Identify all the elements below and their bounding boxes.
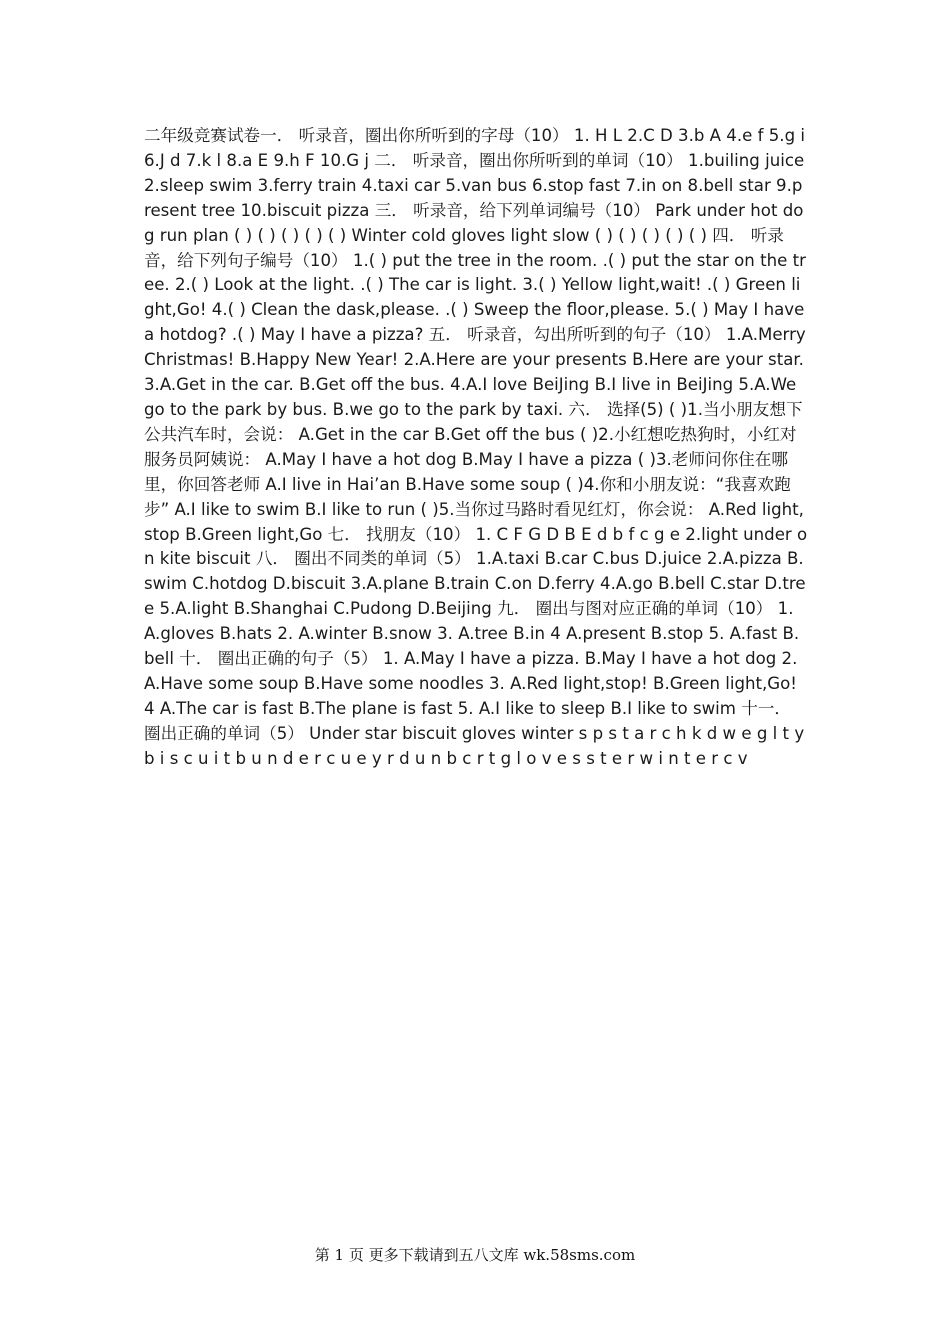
exam-body-text: 二年级竞赛试卷一． 听录音，圈出你所听到的字母（10） 1. H L 2.C D 3.b A 4.e f 5.g i 6.J d 7.k l 8.a E 9.h F 10.G j 二． 听录音，圈出你所听到的单词（10） 1.builing juice 2.sleep swim 3.ferry train 4.taxi car 5.van bus 6.stop fast 7.in on 8.bell star 9.present tree 10.biscuit pizza 三． 听录音，给下列单词编号（10） Park under hot dog run plan ( ) ( ) ( ) ( ) ( ) Winter cold gloves light slow ( ) ( ) ( ) ( ) ( ) 四． 听录音，给下列句子编号（10） 1.( ) put the tree in the room. .( ) put the star on the tree. 2.( ) Look at the light. .( ) The car is light. 3.( ) Yellow light,wait! .( ) Green light,Go! 4.( ) Clean the dask,please. .( ) Sweep the floor,please. 5.( ) May I have a hotdog? .( ) May I have a pizza? 五． 听录音，勾出所听到的句子（10） 1.A.Merry Christmas! B.Happy New Year! 2.A.Here are your presents B.Here are your star. 3.A.Get in the car. B.Get off the bus. 4.A.I love BeiJing B.I live in BeiJing 5.A.We go to the park by bus. B.we go to the park by taxi. 六． 选择(5) ( )1.当小朋友想下公共汽车时，会说： A.Get in the car B.Get off the bus ( )2.小红想吃热狗时，小红对服务员阿姨说： A.May I have a hot dog B.May I have a pizza ( )3.老师问你住在哪里，你回答老师 A.I live in Hai’an B.Have some soup ( )4.你和小朋友说：“我喜欢跑步” A.I like to swim B.I like to run ( )5.当你过马路时看见红灯，你会说： A.Red light,stop B.Green light,Go 七． 找朋友（10） 1. C F G D B E d b f c g e 2.light under on kite biscuit 八． 圈出不同类的单词（5） 1.A.taxi B.car C.bus D.juice 2.A.pizza B.swim C.hotdog D.biscuit 3.A.plane B.train C.on D.ferry 4.A.go B.bell C.star D.tree 5.A.light B.Shanghai C.Pudong D.Beijing 九． 圈出与图对应正确的单词（10） 1. A.gloves B.hats 2. A.winter B.snow 3. A.tree B.in 4 A.present B.stop 5. A.fast B.bell 十． 圈出正确的句子（5） 1. A.May I have a pizza. B.May I have a hot dog 2. A.Have some soup B.Have some noodles 3. A.Red light,stop! B.Green light,Go! 4 A.The car is fast B.The plane is fast 5. A.I like to sleep B.I like to swim 十一． 圈出正确的单词（5） Under star biscuit gloves winter s p s t a r c h k d w e g l t y b i s c u i t b u n d e r c u e y r d u n b c r t g l o v e s s t e r w i n t e r c v	[144, 126, 808, 768]
page-footer: 第 1 页 更多下载请到五八文库 wk.58sms.com	[314, 1246, 636, 1264]
